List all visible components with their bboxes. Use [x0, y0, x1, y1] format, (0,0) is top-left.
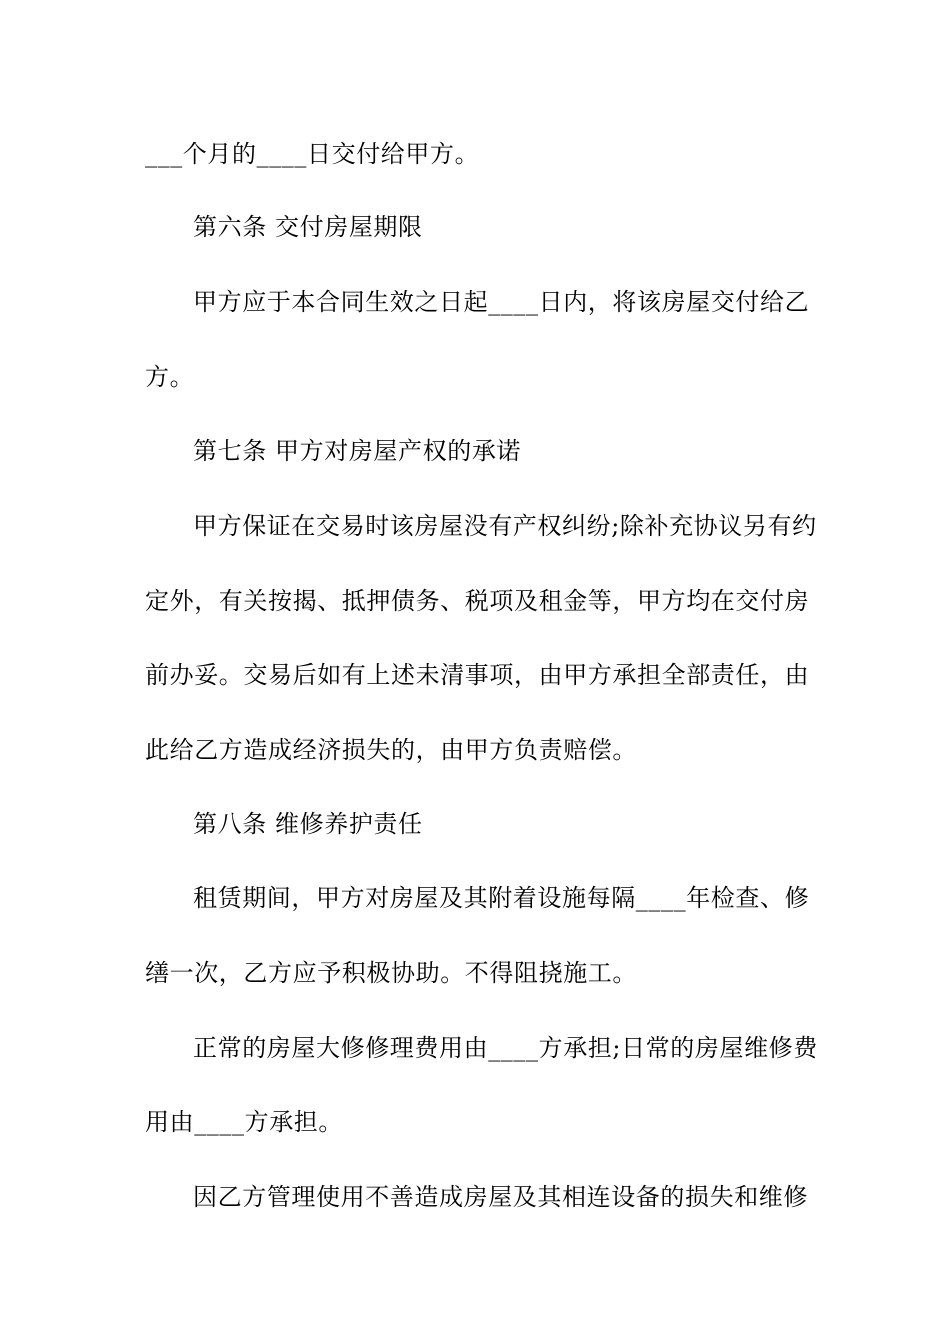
text-line: 缮一次，乙方应予积极协助。不得阻挠施工。 — [145, 959, 637, 987]
text-line: 定外，有关按揭、抵押债务、税项及租金等，甲方均在交付房 — [145, 587, 810, 615]
text-line: 租赁期间，甲方对房屋及其附着设施每隔____年检查、修 — [193, 884, 810, 912]
article-7-heading: 第七条 甲方对房屋产权的承诺 — [193, 437, 522, 465]
text-line: 用由____方承担。 — [145, 1108, 343, 1136]
text-line: 因乙方管理使用不善造成房屋及其相连设备的损失和维修 — [193, 1183, 808, 1211]
text-line: 甲方保证在交易时该房屋没有产权纠纷;除补充协议另有约 — [193, 512, 817, 540]
text-line: 甲方应于本合同生效之日起____日内，将该房屋交付给乙 — [193, 288, 810, 316]
article-6-heading: 第六条 交付房屋期限 — [193, 213, 423, 241]
text-line: 方。 — [145, 363, 195, 391]
article-8-heading: 第八条 维修养护责任 — [193, 810, 423, 838]
text-line: 前办妥。交易后如有上述未清事项，由甲方承担全部责任，由 — [145, 661, 810, 689]
text-line: 此给乙方造成经济损失的，由甲方负责赔偿。 — [145, 736, 637, 764]
text-line: 正常的房屋大修修理费用由____方承担;日常的房屋维修费 — [193, 1034, 818, 1062]
text-line: ___个月的____日交付给甲方。 — [145, 140, 480, 168]
